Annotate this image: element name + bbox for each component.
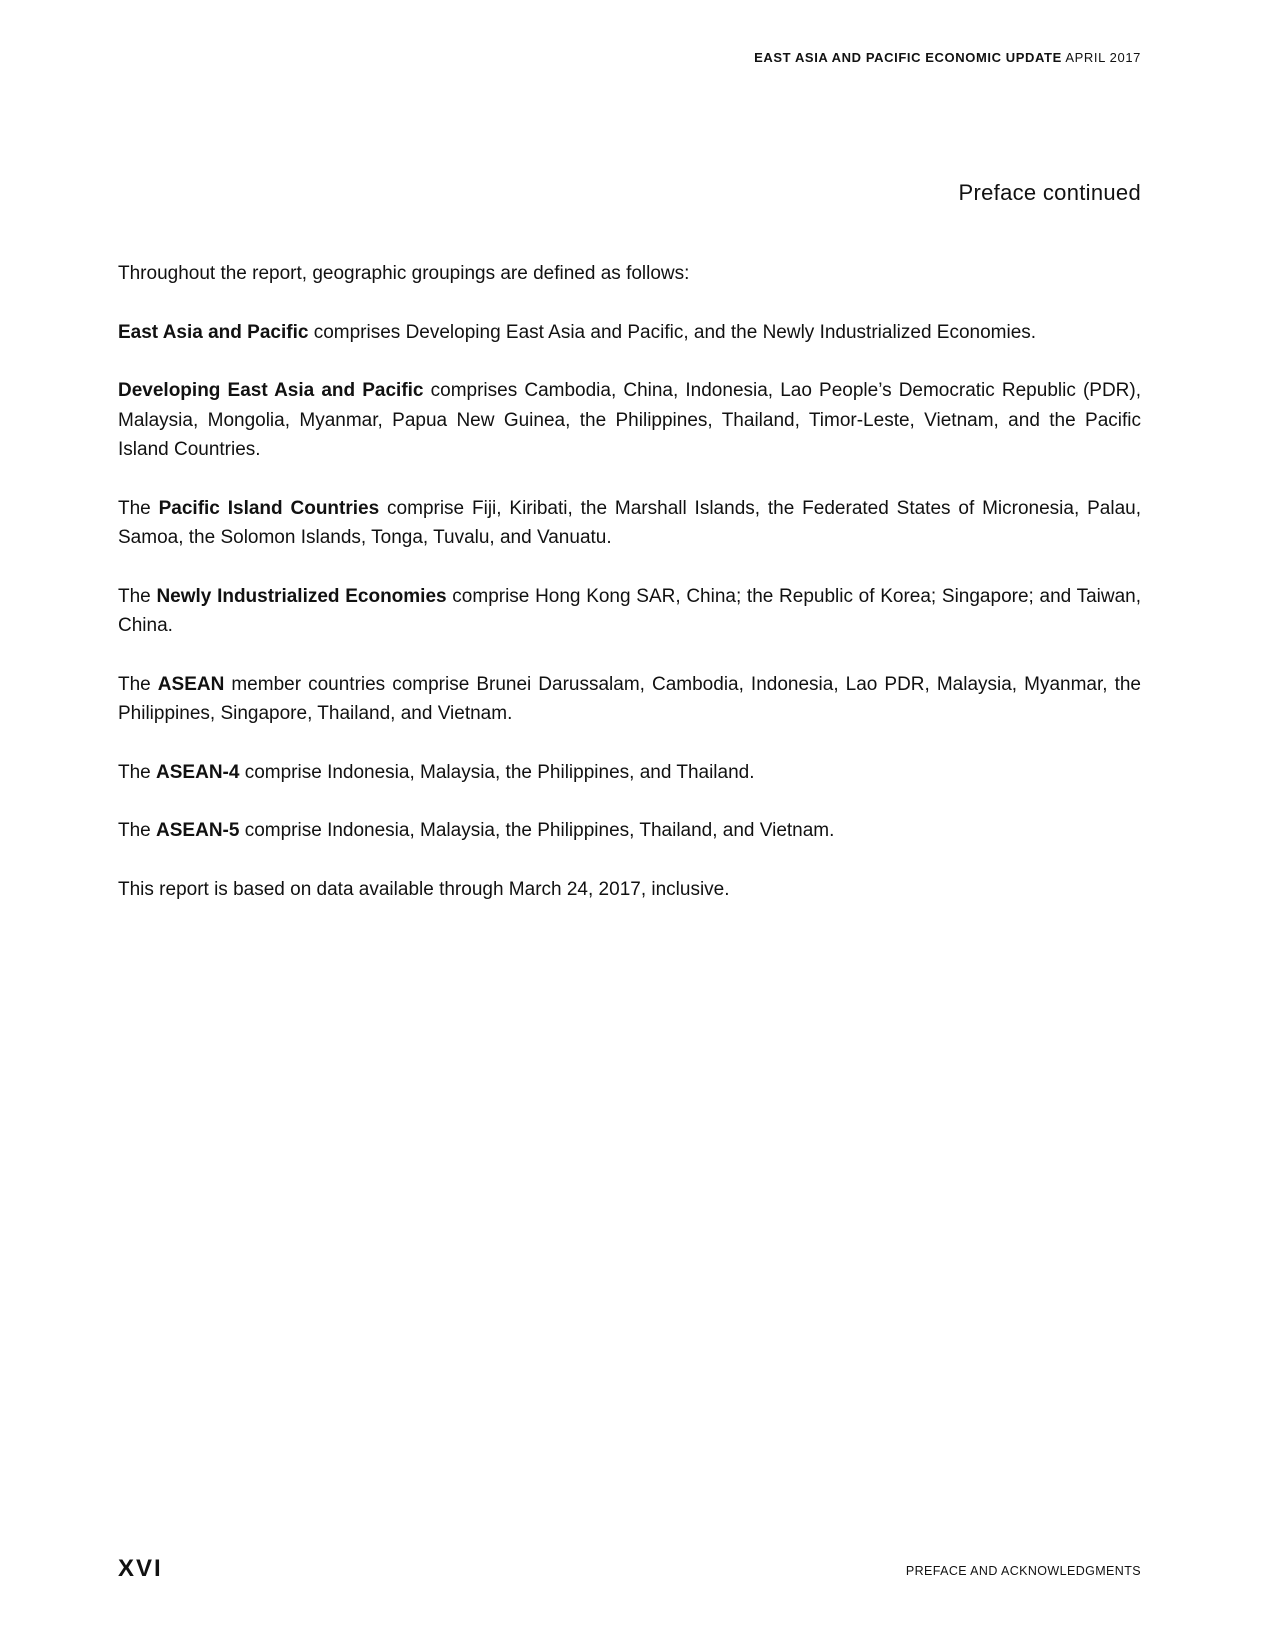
paragraph-developing-east-asia-pacific: [118, 376, 1141, 465]
term-asean-4: ASEAN-4: [156, 761, 240, 783]
paragraph-newly-industrialized-economies: [118, 582, 1141, 641]
paragraph-intro: Throughout the report, geographic groupings are defined as follows:: [118, 263, 690, 284]
term-east-asia-pacific: East Asia and Pacific: [118, 321, 309, 343]
paragraph-asean-4: [118, 758, 1141, 788]
definition-asean-5: comprise Indonesia, Malaysia, the Philippines, Thailand, and Vietnam.: [239, 820, 835, 841]
definition-pacific-island-countries: comprise Fiji, Kiribati, the Marshall Islands, the Federated States of Micronesia, Palau, Samoa, the Solomon Islands, Tonga, Tuvalu, and Vanuatu.: [118, 497, 1141, 548]
prefix-pacific-island-countries: The: [118, 497, 159, 519]
term-asean-5: ASEAN-5: [156, 820, 240, 841]
term-pacific-island-countries: Pacific Island Countries: [158, 497, 380, 519]
page-number: XVI: [118, 1555, 163, 1582]
section-title: Preface continued: [958, 180, 1141, 205]
paragraph-asean-5: [118, 816, 1141, 846]
paragraph-pacific-island-countries: [118, 494, 1141, 553]
term-asean: ASEAN: [157, 673, 225, 695]
paragraph-east-asia-pacific: [118, 318, 1141, 348]
term-newly-industrialized-economies: Newly Industrialized Economies: [156, 585, 447, 607]
term-developing-east-asia-pacific: Developing East Asia and Pacific: [118, 380, 424, 401]
running-header: [754, 50, 1141, 65]
definition-newly-industrialized-economies: comprise Hong Kong SAR, China; the Republic of Korea; Singapore; and Taiwan, China.: [118, 585, 1141, 636]
prefix-asean: The: [118, 673, 158, 695]
report-title: EAST ASIA AND PACIFIC ECONOMIC UPDATE: [754, 50, 1062, 65]
definition-asean-4: comprise Indonesia, Malaysia, the Philippines, and Thailand.: [239, 761, 755, 783]
definition-east-asia-pacific: comprises Developing East Asia and Pacific, and the Newly Industrialized Economies.: [308, 321, 1037, 343]
prefix-asean-5: The: [118, 820, 157, 841]
report-date: APRIL 2017: [1065, 50, 1141, 65]
prefix-asean-4: The: [118, 761, 157, 783]
paragraph-asean: [118, 670, 1141, 729]
definition-developing-east-asia-pacific: comprises Cambodia, China, Indonesia, Lao People’s Democratic Republic (PDR), Malaysia, Mongolia, Myanmar, Papua New Guinea, the Philippines, Thailand, Timor-Leste, Vietnam, and the Pacific Island Countries.: [118, 380, 1141, 460]
running-footer: PREFACE AND ACKNOWLEDGMENTS: [905, 1564, 1141, 1578]
body-text: [118, 259, 1141, 933]
definition-asean: member countries comprise Brunei Darussalam, Cambodia, Indonesia, Lao PDR, Malaysia, Myanmar, the Philippines, Singapore, Thailand, and Vietnam.: [118, 673, 1141, 724]
prefix-newly-industrialized-economies: The: [118, 585, 157, 607]
paragraph-data-note: This report is based on data available through March 24, 2017, inclusive.: [118, 878, 730, 900]
